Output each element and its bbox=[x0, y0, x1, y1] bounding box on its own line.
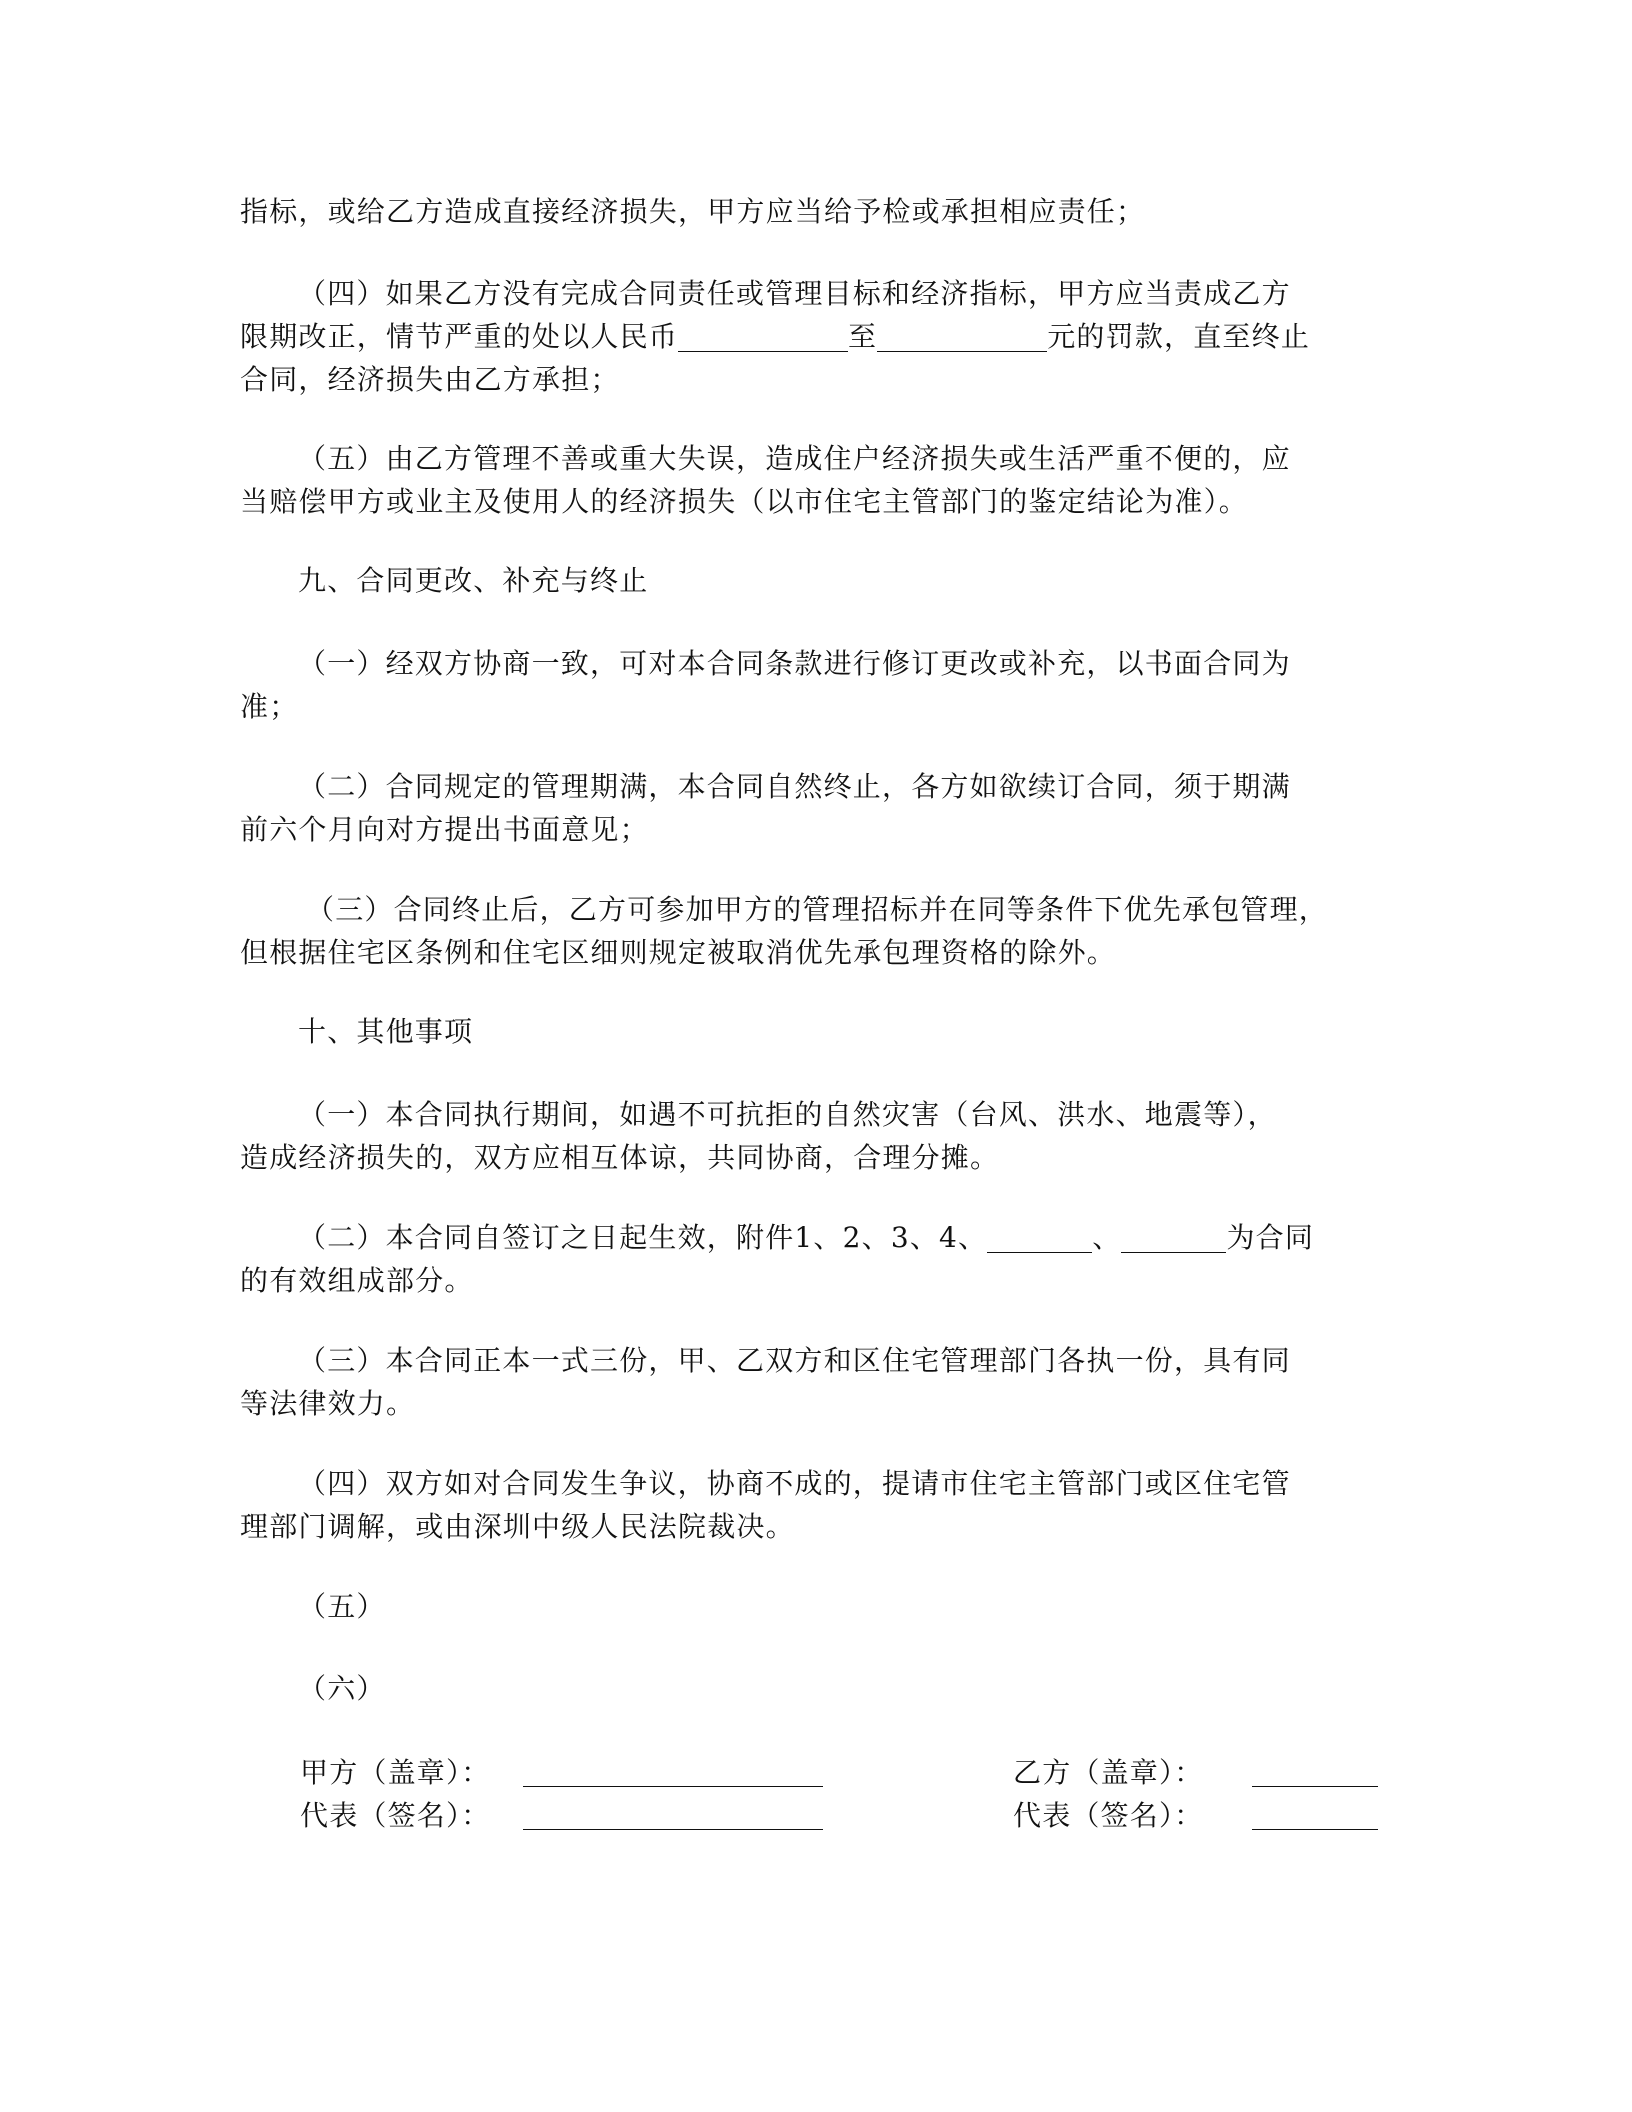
party-b-rep-label: 代表（签名）： bbox=[1013, 1799, 1204, 1832]
text-segment: 为合同 bbox=[1226, 1221, 1315, 1254]
clause-10-3 bbox=[240, 1339, 1380, 1425]
text-line: 合同，经济损失由乙方承担； bbox=[240, 363, 620, 396]
clause-9-1 bbox=[240, 642, 1380, 728]
clause-10-5 bbox=[240, 1585, 1380, 1628]
party-b-seal-label: 乙方（盖章）： bbox=[1013, 1756, 1204, 1789]
party-b-rep-field[interactable] bbox=[1252, 1829, 1378, 1830]
party-a-rep-field[interactable] bbox=[523, 1829, 823, 1830]
text-line: （一）经双方协商一致，可对本合同条款进行修订更改或补充，以书面合同为 bbox=[298, 647, 1291, 680]
text-line: 的有效组成部分。 bbox=[240, 1264, 474, 1297]
clause-8-4 bbox=[240, 272, 1380, 401]
party-a-seal-label: 甲方（盖章）： bbox=[300, 1756, 491, 1789]
text-line: 前六个月向对方提出书面意见； bbox=[240, 813, 649, 846]
text-line: 准； bbox=[240, 690, 299, 723]
fine-max-blank[interactable] bbox=[877, 321, 1047, 352]
text-line bbox=[240, 1216, 1380, 1259]
party-a-rep-label: 代表（签名）： bbox=[300, 1799, 491, 1832]
clause-9-2 bbox=[240, 765, 1380, 851]
section-10-heading bbox=[240, 1010, 1380, 1053]
text-line: 等法律效力。 bbox=[240, 1387, 416, 1420]
text-line: 但根据住宅区条例和住宅区细则规定被取消优先承包理资格的除外。 bbox=[240, 936, 1117, 969]
attachment-5-blank[interactable] bbox=[987, 1222, 1092, 1253]
text-line: （一）本合同执行期间，如遇不可抗拒的自然灾害（台风、洪水、地震等）， bbox=[298, 1098, 1277, 1131]
text-line: （三）合同终止后，乙方可参加甲方的管理招标并在同等条件下优先承包管理， bbox=[306, 893, 1329, 926]
text-line: （二）合同规定的管理期满，本合同自然终止，各方如欲续订合同，须于期满 bbox=[298, 770, 1291, 803]
section-heading: 十、其他事项 bbox=[298, 1015, 474, 1048]
clause-9-3 bbox=[240, 888, 1380, 974]
section-9-heading bbox=[240, 559, 1380, 602]
fine-min-blank[interactable] bbox=[678, 321, 848, 352]
text-segment: 限期改正，情节严重的处以人民币 bbox=[240, 320, 679, 353]
text-segment: （二）本合同自签订之日起生效，附件1、2、3、4、 bbox=[298, 1221, 988, 1254]
clause-10-4 bbox=[240, 1462, 1380, 1548]
text-line: 理部门调解，或由深圳中级人民法院裁决。 bbox=[240, 1510, 795, 1543]
party-b-seal-field[interactable] bbox=[1252, 1786, 1378, 1787]
text-line: 当赔偿甲方或业主及使用人的经济损失（以市住宅主管部门的鉴定结论为准）。 bbox=[240, 485, 1249, 518]
text-line: （五）由乙方管理不善或重大失误，造成住户经济损失或生活严重不便的，应 bbox=[298, 442, 1291, 475]
text-line bbox=[240, 315, 1380, 358]
text-line: （四）双方如对合同发生争议，协商不成的，提请市住宅主管部门或区住宅管 bbox=[298, 1467, 1291, 1500]
text-line: 造成经济损失的，双方应相互体谅，共同协商，合理分摊。 bbox=[240, 1141, 1000, 1174]
text-segment: 元的罚款，直至终止 bbox=[1047, 320, 1311, 353]
text-line: （四）如果乙方没有完成合同责任或管理目标和经济指标，甲方应当责成乙方 bbox=[298, 277, 1291, 310]
party-a-seal-field[interactable] bbox=[523, 1786, 823, 1787]
text-segment: 至 bbox=[848, 320, 878, 353]
section-heading: 九、合同更改、补充与终止 bbox=[298, 564, 649, 597]
clause-10-1 bbox=[240, 1093, 1380, 1179]
text-line: （三）本合同正本一式三份，甲、乙双方和区住宅管理部门各执一份，具有同 bbox=[298, 1344, 1291, 1377]
attachment-6-blank[interactable] bbox=[1121, 1222, 1226, 1253]
text-line: （五） bbox=[298, 1590, 386, 1623]
text-line: （六） bbox=[298, 1672, 386, 1705]
clause-10-6 bbox=[240, 1667, 1380, 1710]
text-segment: 、 bbox=[1092, 1221, 1122, 1254]
clause-10-2 bbox=[240, 1216, 1380, 1302]
clause-8-5 bbox=[240, 437, 1380, 523]
text-line: 指标，或给乙方造成直接经济损失，甲方应当给予检或承担相应责任； bbox=[240, 195, 1146, 228]
paragraph-continuation bbox=[240, 190, 1380, 233]
